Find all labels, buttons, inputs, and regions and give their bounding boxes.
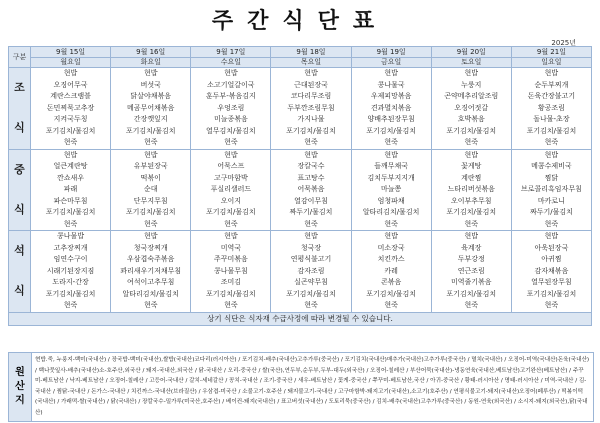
menu-item: 임연수구이 (53, 255, 88, 263)
meal-row (9, 68, 592, 150)
menu-item: 메콤수제비국 (531, 162, 572, 170)
menu-item: 버섯국 (140, 80, 161, 89)
menu-item: 조미김 (220, 278, 241, 286)
menu-item: 열무김치/물김치 (206, 126, 256, 135)
menu-item: 근대된장국 (294, 80, 328, 89)
menu-item: 연평식불고기 (290, 255, 332, 263)
menu-cell (511, 231, 591, 313)
menu-item: 현죽 (544, 138, 559, 146)
menu-cell (431, 149, 511, 231)
notice: 상기 식단은 식자재 수급사정에 따라 변경될 수 있습니다. (9, 312, 592, 325)
menu-cell (191, 149, 271, 231)
menu-item: 오징어젓갈 (454, 103, 489, 112)
menu-item: 훈두부-볶음김지 (205, 92, 256, 100)
menu-item: 아욱된장국 (534, 243, 569, 252)
menu-item: 육계장 (461, 243, 482, 252)
date-header: 9월 21일 (511, 47, 591, 58)
menu-item: 콩나물밥 (57, 232, 85, 240)
menu-cell (351, 68, 431, 150)
menu-cell (31, 231, 111, 313)
menu-item: 현밥 (384, 150, 398, 159)
menu-item: 누룽지 (461, 80, 482, 89)
menu-item: 현죽 (224, 301, 238, 309)
menu-item: 열감이무침 (294, 196, 328, 205)
menu-cell (351, 231, 431, 313)
menu-item: 포기김치/물김치 (526, 289, 577, 298)
menu-cell (191, 231, 271, 313)
menu-item: 돌나물-초장 (533, 115, 570, 123)
menu-item: 콩나물국 (377, 80, 405, 89)
menu-item: 알타리김치/물김치 (362, 208, 420, 216)
menu-item: 포기김치/물김치 (526, 126, 577, 135)
menu-item: 곤약메추리알조림 (444, 92, 499, 100)
day-header: 월요일 (31, 58, 111, 68)
menu-item: 포기김치/물김치 (366, 126, 416, 135)
menu-item: 오징어무국 (53, 80, 88, 89)
menu-cell (31, 68, 111, 150)
menu-item: 느타리버섯볶음 (447, 185, 495, 193)
menu-item: 포기김치/물김치 (45, 126, 96, 135)
menu-item: 청국장찌개 (133, 243, 168, 252)
menu-item: 포기김치/물김치 (45, 208, 96, 216)
menu-item: 마카로니 (537, 196, 565, 205)
meal-label: 석 식 (9, 231, 31, 313)
menu-item: 포기김치/물김치 (446, 208, 497, 216)
menu-item: 포기김치/물김치 (206, 208, 256, 216)
menu-item: 현죽 (384, 138, 398, 146)
menu-item: 여석이고추무침 (127, 278, 175, 286)
menu-item: 현죽 (464, 138, 479, 146)
menu-item: 현죽 (544, 301, 559, 309)
menu-item: 현죽 (464, 301, 479, 309)
menu-item: 치킨까스 (377, 255, 405, 263)
menu-item: 짜두기/물김치 (529, 208, 573, 216)
day-header: 수요일 (191, 58, 271, 68)
menu-item: 파슨마무침 (53, 196, 88, 205)
menu-item: 현밥 (384, 232, 398, 240)
day-header: 목요일 (271, 58, 351, 68)
menu-cell (271, 231, 351, 313)
page-title: 주간식단표 (211, 9, 389, 34)
menu-item: 꽃게탕 (461, 162, 482, 170)
menu-item: 현밥 (464, 150, 479, 159)
menu-item: 우제피망볶음 (370, 92, 412, 100)
menu-item: 현죽 (464, 219, 479, 228)
origin-text: 현밥.죽, 누룽지-백미(국내산) / 장국밥-백미(국내산),쌀밥(국내산)코다리(러시아산) / 포기김치-배추(국내산)고추가루(중국산) / 포기김치(국내산)매추가(국내산)고추가루(중국산) / 멸치(국내산) / 오징어-미역(국내산)돈육(국내산) / 백나뭇잎사-배추(국내산)소-호주산,외국산 / 돼지-국내산,외국산 / 닭-국내산 / 오리-중국산 / 쌀(국산),연두부,순두부,두부-대두(외국산) / 오징어-칠레산 / 부산어묵(국내산)-냉동연육(국내산,베트남산)고기완산(베트남산) / 주꾸미-베트남산 / 낙지-베트남산 / 오징어-칠레산 / 고등어-국내산 / 갈치-세네갈산 / 꽁치-국내산 / 조기-중국산 / 새우-베트남산 / 꽃게-중국산 / 쭈꾸미-베트남산,국산 / 아귀-중국산 / 황태-러시아산 / 명태-러시아산 / 미역-국내산 / 김-국내산 / 찜닭-국내산 / 돈가스-국내산 / 치킨까스-국내산(브라질산) / 우삼겹-미국산 / 소불고기-호주산 / 돼지불고기-국내산 / 고구마함박-돼지고기(국내산),소고기(호주산) / 연평식불고기-돼지(국내산)오징어(페루산) / 떡볶이떡(국내산) / 가래떡-쌀(국내산) / 닭(국내산) / 장칼국수-밀가루(미국산,호주산) / 베이컨-돼지(국내산) / 표고버섯(국내산) / 도토리묵(중국산) / 김치-배추(국내산)고추가루(중국산) / 동원-연육(외국산) / 소시지-돼지(외국산),닭(국내산) (35, 357, 590, 416)
menu-item: 양배추된장무침 (367, 115, 415, 123)
menu-item: 장칼국수 (297, 162, 325, 170)
menu-item: 현밥 (224, 150, 238, 159)
day-header: 일요일 (511, 58, 591, 68)
menu-item: 견과멸치볶음 (370, 103, 412, 112)
menu-item: 현죽 (384, 219, 398, 228)
menu-item: 포기김치/물김치 (45, 289, 96, 298)
meal-row (9, 149, 592, 231)
menu-item: 꽈리새우기저채무침 (120, 266, 182, 275)
menu-cell (111, 149, 191, 231)
menu-item: 어묵스프 (217, 162, 245, 170)
menu-item: 계란찜 (461, 173, 482, 182)
menu-item: 호박볶음 (457, 115, 485, 123)
menu-item: 주꾸미볶음 (213, 255, 248, 263)
gubun-header: 구분 (9, 47, 31, 68)
day-header: 토요일 (431, 58, 511, 68)
menu-item: 우엉조림 (217, 103, 245, 112)
menu-item: 닭살야채볶음 (130, 92, 171, 100)
menu-item: 들깨무채국 (374, 162, 409, 170)
menu-item: 감자채볶음 (534, 266, 569, 275)
menu-item: 지켜국두칭 (53, 115, 88, 123)
menu-item: 미역줄기볶음 (450, 278, 492, 286)
menu-item: 포기김치/물김치 (125, 126, 176, 135)
menu-item: 미소장국 (377, 243, 405, 252)
menu-item: 현죽 (544, 219, 559, 228)
menu-item: 현밥 (464, 69, 479, 77)
menu-item: 어묵볶음 (297, 185, 325, 193)
menu-item: 시래기된장지짐 (46, 266, 95, 275)
meal-label: 조 식 (9, 68, 31, 150)
menu-item: 찜닭 (544, 173, 559, 182)
menu-cell (111, 231, 191, 313)
origin-label (9, 353, 32, 421)
menu-item: 포기김치/물김치 (446, 289, 497, 298)
menu-item: 현죽 (304, 219, 318, 228)
menu-item: 현죽 (304, 301, 318, 309)
menu-cell (511, 68, 591, 150)
menu-item: 연근조림 (457, 266, 485, 275)
menu-item: 미역국 (220, 243, 241, 252)
menu-item: 오이지 (220, 196, 241, 205)
menu-item: 현죽 (224, 219, 238, 228)
menu-cell (351, 149, 431, 231)
menu-item: 포기김치/물김치 (446, 126, 497, 135)
menu-item: 두부깐조림무침 (287, 103, 335, 112)
menu-item: 유부된장국 (133, 162, 168, 170)
menu-item: 엄청파채 (377, 196, 405, 205)
menu-item: 현죽 (304, 138, 318, 146)
menu-item: 현죽 (143, 138, 158, 146)
menu-item: 포기김치/물김치 (286, 289, 336, 298)
date-header: 9월 17일 (191, 47, 271, 58)
menu-item: 포기김치/물김치 (366, 289, 416, 298)
menu-item: 돈민찌묵고추장 (46, 103, 95, 112)
menu-item: 황공조림 (537, 103, 565, 112)
menu-item: 돈육간장불고기 (527, 92, 576, 100)
menu-item: 단무지무침 (133, 196, 168, 205)
menu-item: 현죽 (63, 301, 78, 309)
menu-cell (271, 68, 351, 150)
menu-item: 알타리김치/물김치 (122, 289, 179, 298)
menu-item: 현밥 (304, 232, 318, 240)
menu-item: 소고기얼갈이국 (207, 80, 255, 89)
menu-cell (431, 231, 511, 313)
menu-cell (511, 149, 591, 231)
menu-item: 현밥 (384, 69, 398, 77)
menu-item: 감자조림 (297, 266, 325, 275)
menu-item: 현죽 (63, 138, 78, 146)
menu-item: 계란스크램블 (50, 92, 91, 100)
menu-item: 포기김치/물김치 (125, 208, 176, 216)
menu-item: 고구마함박 (213, 173, 248, 182)
menu-item: 깐쇼새우 (57, 173, 85, 182)
menu-cell (31, 149, 111, 231)
menu-item: 카레 (384, 266, 398, 275)
menu-item: 표고탕수 (297, 173, 325, 182)
year-label: 2025년 (551, 39, 576, 47)
menu-item: 청국장 (300, 243, 322, 252)
date-header: 9월 19일 (351, 47, 431, 58)
menu-item: 현밥 (224, 232, 238, 240)
date-header: 9월 20일 (431, 47, 511, 58)
menu-item: 포기김치/물김치 (286, 126, 336, 135)
menu-item: 짜두기/물김치 (289, 208, 333, 216)
menu-item: 현죽 (63, 219, 78, 228)
menu-item: 메곰무어채볶음 (127, 103, 175, 112)
menu-item: 현밥 (63, 69, 78, 77)
menu-item: 현밥 (63, 150, 78, 159)
menu-item: 아귀찜 (541, 255, 562, 263)
menu-item: 두부강정 (457, 255, 485, 263)
day-header: 금요일 (351, 58, 431, 68)
menu-item: 현밥 (304, 150, 318, 159)
menu-item: 간장깻잎지 (133, 115, 168, 123)
menu-item: 현밥 (304, 69, 318, 77)
menu-item: 떡볶이 (140, 173, 161, 182)
menu-item: 현밥 (143, 150, 158, 159)
menu-item: 고추장찌개 (53, 243, 88, 252)
menu-item: 순두부찌개 (534, 80, 569, 89)
menu-item: 현밥 (544, 232, 559, 240)
meal-row (9, 231, 592, 313)
menu-cell (431, 68, 511, 150)
menu-item: 현죽 (384, 301, 398, 309)
date-header: 9월 18일 (271, 47, 351, 58)
menu-cell (271, 149, 351, 231)
menu-item: 현밥 (143, 69, 158, 77)
menu-item: 푸실리샐러드 (210, 185, 252, 193)
menu-cell (191, 68, 271, 150)
menu-item: 김치두부지지개 (367, 173, 415, 182)
day-header: 화요일 (111, 58, 191, 68)
menu-item: 열무된장무침 (531, 278, 572, 286)
menu-table (8, 46, 592, 326)
menu-item: 코다리무조림 (290, 92, 332, 100)
menu-item: 현죽 (143, 301, 158, 309)
menu-item: 얼큰계란탕 (53, 162, 88, 170)
menu-item: 현밥 (544, 69, 559, 77)
menu-item: 미늘종볶음 (213, 115, 248, 123)
menu-item: 마늘쫑 (380, 185, 402, 193)
menu-item: 브로콜리흑임자무침 (520, 185, 582, 193)
menu-item: 현죽 (143, 219, 158, 228)
menu-item: 실곤약무침 (294, 278, 328, 286)
origin-section (8, 352, 594, 422)
menu-item: 콘볶음 (380, 278, 402, 286)
menu-item: 포기김치/물김치 (206, 289, 256, 298)
date-header: 9월 16일 (111, 47, 191, 58)
menu-item: 파래 (63, 185, 78, 193)
menu-item: 가지나물 (297, 115, 325, 123)
menu-item: 콩나물무침 (213, 266, 248, 275)
menu-item: 순대 (143, 185, 158, 193)
origin-label-text: 원 산 지 (15, 367, 25, 406)
menu-item: 현죽 (224, 138, 238, 146)
menu-item: 현밥 (143, 232, 158, 240)
menu-item: 오이부추무침 (450, 196, 492, 205)
menu-item: 우삼겹숙주볶음 (127, 255, 175, 263)
menu-item: 현밥 (224, 69, 238, 77)
menu-item: 현밥 (544, 150, 559, 159)
menu-cell (111, 68, 191, 150)
date-header: 9월 15일 (31, 47, 111, 58)
menu-item: 현밥 (464, 232, 479, 240)
meal-label: 중 식 (9, 149, 31, 231)
menu-item: 도라지-간장 (52, 278, 89, 286)
